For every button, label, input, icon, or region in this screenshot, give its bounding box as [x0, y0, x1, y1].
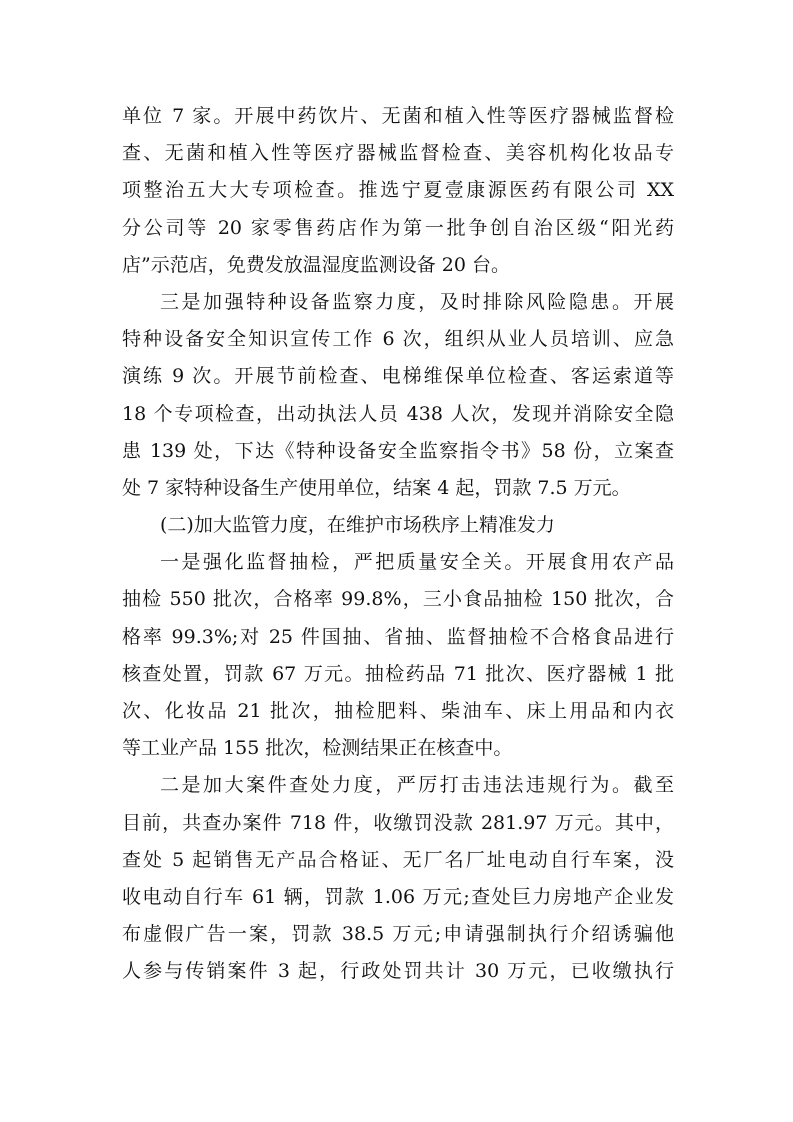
text-line: 查处 5 起销售无产品合格证、无厂名厂址电动自行车案，没	[122, 848, 674, 871]
text-line: 核查处置，罚款 67 万元。抽检药品 71 批次、医疗器械 1 批	[122, 662, 674, 685]
text-line: 格率 99.3%;对 25 件国抽、省抽、监督抽检不合格食品进行	[122, 625, 674, 648]
text-line: 收电动自行车 61 辆，罚款 1.06 万元;查处巨力房地产企业发	[122, 885, 674, 908]
paragraph-start-line: 三是加强特种设备监察力度，及时排除风险隐患。开展	[160, 290, 674, 313]
paragraph-start-line: 一是强化监督抽检，严把质量安全关。开展食用农产品	[160, 551, 674, 574]
text-line: 抽检 550 批次，合格率 99.8%，三小食品抽检 150 批次，合	[122, 588, 674, 611]
text-line: 店”示范店，免费发放温湿度监测设备 20 台。	[122, 253, 510, 276]
text-line: 单位 7 家。开展中药饮片、无菌和植入性等医疗器械监督检	[122, 105, 674, 127]
text-line: 目前，共查办案件 718 件，收缴罚没款 281.97 万元。其中，	[122, 811, 674, 834]
text-line: 次、化妆品 21 批次，抽检肥料、柴油车、床上用品和内衣	[122, 700, 674, 722]
document-body	[122, 98, 674, 991]
text-line: 等工业产品 155 批次，检测结果正在核查中。	[122, 737, 513, 760]
text-line: 特种设备安全知识宣传工作 6 次，组织从业人员培训、应急	[122, 328, 674, 351]
text-line: 分公司等 20 家零售药店作为第一批争创自治区级“阳光药	[122, 216, 674, 239]
paragraph-start-line: 二是加大案件查处力度，严厉打击违法违规行为。截至	[160, 774, 674, 797]
text-line: 演练 9 次。开展节前检查、电梯维保单位检查、客运索道等	[122, 365, 674, 388]
text-line: 项整治五大大专项检查。推选宁夏壹康源医药有限公司 XX	[122, 179, 674, 202]
section-heading: (二)加大监管力度，在维护市场秩序上精准发力	[160, 514, 555, 537]
text-line: 患 139 处，下达《特种设备安全监察指令书》58 份，立案查	[122, 439, 674, 462]
text-line: 人参与传销案件 3 起，行政处罚共计 30 万元，已收缴执行	[122, 960, 674, 983]
text-line: 布虚假广告一案，罚款 38.5 万元;申请强制执行介绍诱骗他	[122, 923, 674, 946]
text-line: 处 7 家特种设备生产使用单位，结案 4 起，罚款 7.5 万元。	[122, 476, 631, 499]
text-line: 查、无菌和植入性等医疗器械监督检查、美容机构化妆品专	[122, 142, 674, 165]
text-line: 18 个专项检查，出动执法人员 438 人次，发现并消除安全隐	[122, 402, 674, 425]
